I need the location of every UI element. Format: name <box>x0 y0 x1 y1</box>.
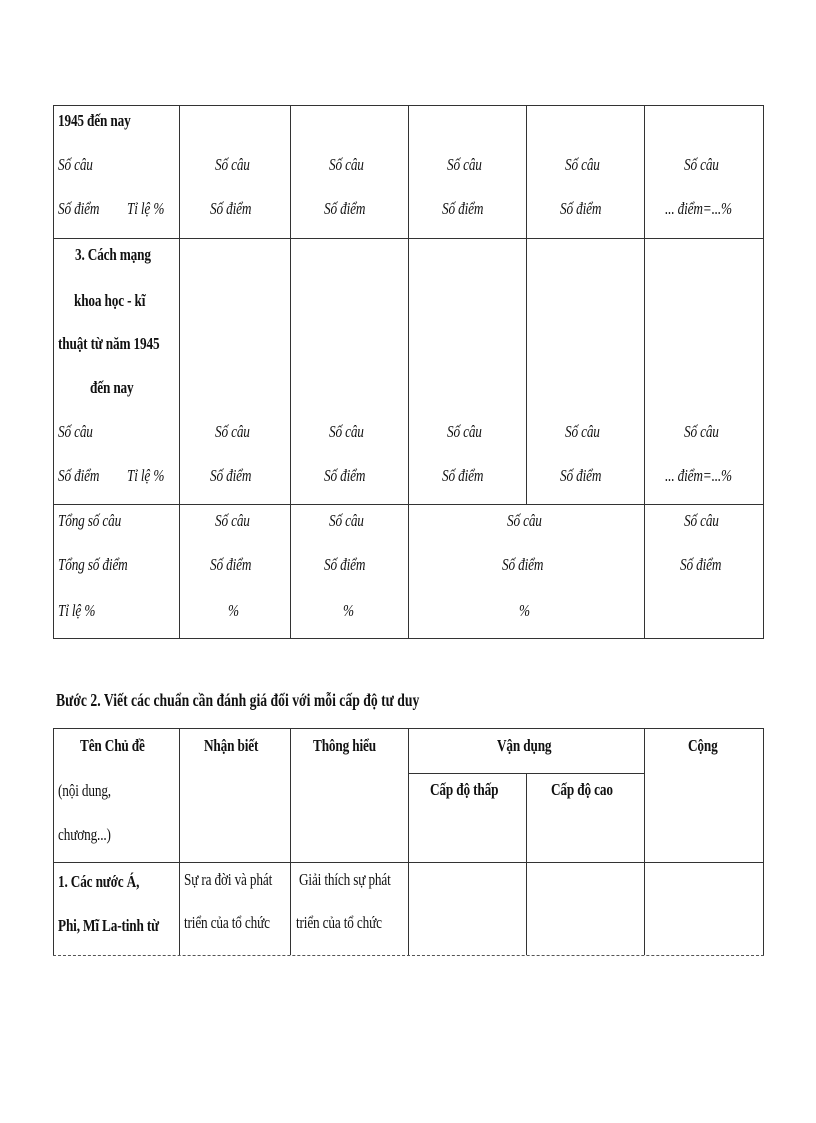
row1-col3-cau: Số câu <box>447 155 482 174</box>
row2-col4-cau: Số câu <box>565 422 600 441</box>
row1-col2-diem: Số điểm <box>324 199 366 218</box>
row1-thong-hieu-line2: triển của tổ chức <box>296 913 382 932</box>
row1-col3-diem: Số điểm <box>442 199 484 218</box>
total-thonghieu-pct: % <box>343 601 354 620</box>
table1-col-divider <box>408 105 409 639</box>
header-chu-de: Tên Chủ đề <box>80 736 145 755</box>
table1-col-divider <box>526 105 527 505</box>
row2-col3-diem: Số điểm <box>442 466 484 485</box>
row1-col2-cau: Số câu <box>329 155 364 174</box>
header-chu-de-sub1: (nội dung, <box>58 781 111 800</box>
table1-col-divider <box>179 105 180 639</box>
header-cong: Cộng <box>688 736 718 755</box>
row1-thong-hieu-line1: Giải thích sự phát <box>299 870 391 889</box>
row1-col5-diem: ... điểm=...% <box>665 199 732 218</box>
row1-col4-cau: Số câu <box>565 155 600 174</box>
total-vandung-cau: Số câu <box>507 511 542 530</box>
row1-nhan-biet-line1: Sự ra đời và phát <box>184 870 273 889</box>
row1-col1-cau: Số câu <box>215 155 250 174</box>
total-label-diem: Tổng số điểm <box>58 555 128 574</box>
table2-col-divider <box>408 728 409 955</box>
row2-col2-cau: Số câu <box>329 422 364 441</box>
row2-label-cau: Số câu <box>58 422 93 441</box>
header-thong-hieu: Thông hiểu <box>313 736 376 755</box>
total-cong-cau: Số câu <box>684 511 719 530</box>
total-vandung-diem: Số điểm <box>502 555 544 574</box>
table2-col-divider <box>290 728 291 955</box>
total-nhanbiet-cau: Số câu <box>215 511 250 530</box>
total-nhanbiet-pct: % <box>228 601 239 620</box>
table1-right-border <box>763 105 764 639</box>
header-van-dung: Vận dụng <box>497 736 552 755</box>
total-thonghieu-cau: Số câu <box>329 511 364 530</box>
section-heading: Bước 2. Viết các chuẩn cần đánh giá đối với mỗi cấp độ tư duy <box>56 690 420 710</box>
table1-col-divider <box>644 105 645 639</box>
row2-label-tile: Tỉ lệ % <box>127 466 165 485</box>
row2-col1-cau: Số câu <box>215 422 250 441</box>
row1-topic-line2: Phi, Mĩ La-tinh từ <box>58 916 159 935</box>
row2-col5-diem: ... điểm=...% <box>665 466 732 485</box>
total-cong-diem: Số điểm <box>680 555 722 574</box>
row1-nhan-biet-line2: triển của tổ chức <box>184 913 270 932</box>
header-nhan-biet: Nhận biết <box>204 736 259 755</box>
table2-col-divider <box>526 773 527 955</box>
row2-topic-title-line3: thuật từ năm 1945 <box>58 334 160 353</box>
row1-col1-diem: Số điểm <box>210 199 252 218</box>
row2-topic-title-line2: khoa học - kĩ <box>74 291 146 310</box>
header-chu-de-sub2: chương...) <box>58 825 111 844</box>
row1-topic-line1: 1. Các nước Á, <box>58 872 140 891</box>
total-label-tile: Tỉ lệ % <box>58 601 96 620</box>
row2-label-diem: Số điểm <box>58 466 100 485</box>
table1-col-divider <box>290 105 291 639</box>
table2-bottom-cut <box>53 955 764 956</box>
row1-label-tile: Tỉ lệ % <box>127 199 165 218</box>
row2-col1-diem: Số điểm <box>210 466 252 485</box>
table1-left-border <box>53 105 54 639</box>
row1-col5-cau: Số câu <box>684 155 719 174</box>
row1-label-diem: Số điểm <box>58 199 100 218</box>
row1-label-cau: Số câu <box>58 155 93 174</box>
table2-col-divider <box>644 728 645 955</box>
row2-col5-cau: Số câu <box>684 422 719 441</box>
total-thonghieu-diem: Số điểm <box>324 555 366 574</box>
row2-col3-cau: Số câu <box>447 422 482 441</box>
header-cap-do-cao: Cấp độ cao <box>551 780 613 799</box>
total-label-cau: Tổng số câu <box>58 511 122 530</box>
row2-topic-title-line4: đến nay <box>90 378 134 397</box>
row1-topic-title: 1945 đến nay <box>58 111 131 130</box>
total-nhanbiet-diem: Số điểm <box>210 555 252 574</box>
row1-col4-diem: Số điểm <box>560 199 602 218</box>
row2-col4-diem: Số điểm <box>560 466 602 485</box>
header-cap-do-thap: Cấp độ thấp <box>430 780 499 799</box>
row2-col2-diem: Số điểm <box>324 466 366 485</box>
table2-right-border <box>763 728 764 955</box>
total-vandung-pct: % <box>519 601 530 620</box>
row2-topic-title-line1: 3. Cách mạng <box>75 245 151 264</box>
table2-left-border <box>53 728 54 955</box>
table2-col-divider <box>179 728 180 955</box>
